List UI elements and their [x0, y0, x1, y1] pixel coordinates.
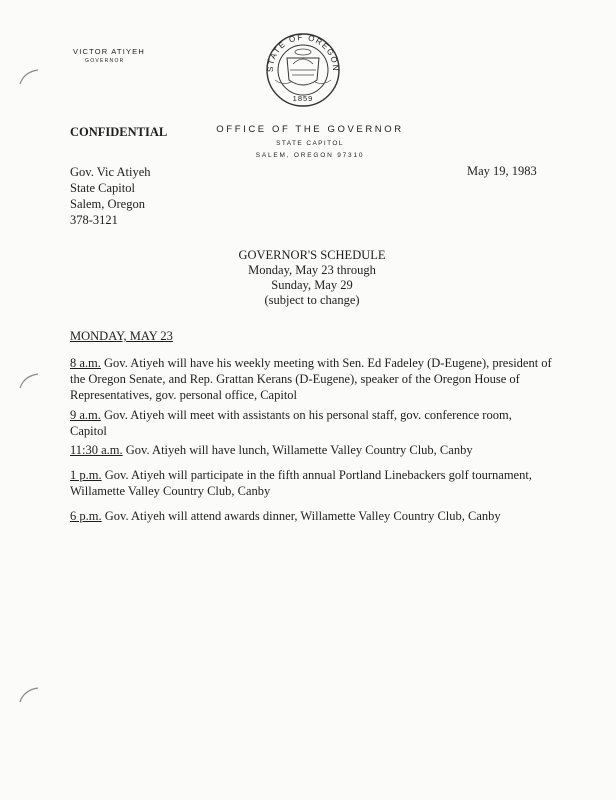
- classification-label: CONFIDENTIAL: [70, 125, 168, 139]
- office-city-line: SALEM, OREGON 97310: [255, 152, 365, 159]
- entry-time: 9 a.m.: [70, 408, 101, 422]
- entry-text: the Oregon Senate, and Rep. Grattan Kerans (D-Eugene), speaker of the Oregon House of: [70, 372, 520, 386]
- office-block: [0, 124, 616, 159]
- schedule-range-end: Sunday, May 29: [271, 278, 353, 292]
- entry-text: Gov. Atiyeh will participate in the fifth annual Portland Linebackers golf tournament,: [101, 468, 532, 482]
- entry-text: Willamette Valley Country Club, Canby: [70, 484, 271, 498]
- entry-text: Representatives, gov. personal office, Capitol: [70, 388, 298, 402]
- entry-time: 11:30 a.m.: [70, 443, 123, 457]
- contact-street: State Capitol: [70, 181, 135, 195]
- schedule-entry: [70, 407, 570, 439]
- office-title: OFFICE OF THE GOVERNOR: [216, 124, 404, 135]
- office-address-line: STATE CAPITOL: [276, 140, 344, 147]
- entry-time: 1 p.m.: [70, 468, 102, 482]
- entry-time: 6 p.m.: [70, 509, 102, 523]
- schedule-entry: [70, 355, 570, 403]
- schedule-title: GOVERNOR'S SCHEDULE: [238, 248, 386, 262]
- binder-hole-mark: [14, 62, 54, 102]
- document-date: May 19, 1983: [467, 164, 537, 178]
- entry-text: Gov. Atiyeh will attend awards dinner, Willamette Valley Country Club, Canby: [101, 509, 501, 523]
- entry-text: Capitol: [70, 424, 107, 438]
- state-seal-icon: [253, 30, 353, 110]
- schedule-entry: [70, 508, 570, 524]
- contact-phone: 378-3121: [70, 213, 118, 227]
- schedule-range-start: Monday, May 23 through: [248, 263, 376, 277]
- seal-year: 1859: [292, 94, 314, 103]
- binder-hole-mark: [14, 680, 54, 720]
- contact-city: Salem, Oregon: [70, 197, 145, 211]
- entry-text: Gov. Atiyeh will have his weekly meeting with Sen. Ed Fadeley (D-Eugene), president of: [100, 356, 552, 370]
- schedule-entry: [70, 442, 570, 458]
- entry-text: Gov. Atiyeh will have lunch, Willamette Valley Country Club, Canby: [122, 443, 473, 457]
- seal-top-text: STATE OF OREGON: [265, 32, 341, 73]
- schedule-note: (subject to change): [264, 293, 360, 307]
- governor-title: GOVERNOR: [85, 58, 125, 64]
- governor-name: VICTOR ATIYEH: [73, 47, 146, 56]
- schedule-entry: [70, 467, 570, 499]
- schedule-header: [0, 248, 616, 308]
- day-heading: MONDAY, MAY 23: [70, 329, 173, 343]
- contact-block: [70, 164, 151, 228]
- svg-text:STATE OF OREGON: [266, 33, 340, 72]
- entry-time: 8 a.m.: [70, 356, 101, 370]
- contact-name: Gov. Vic Atiyeh: [70, 165, 151, 179]
- binder-hole-mark: [14, 366, 54, 406]
- entry-text: Gov. Atiyeh will meet with assistants on his personal staff, gov. conference room,: [100, 408, 512, 422]
